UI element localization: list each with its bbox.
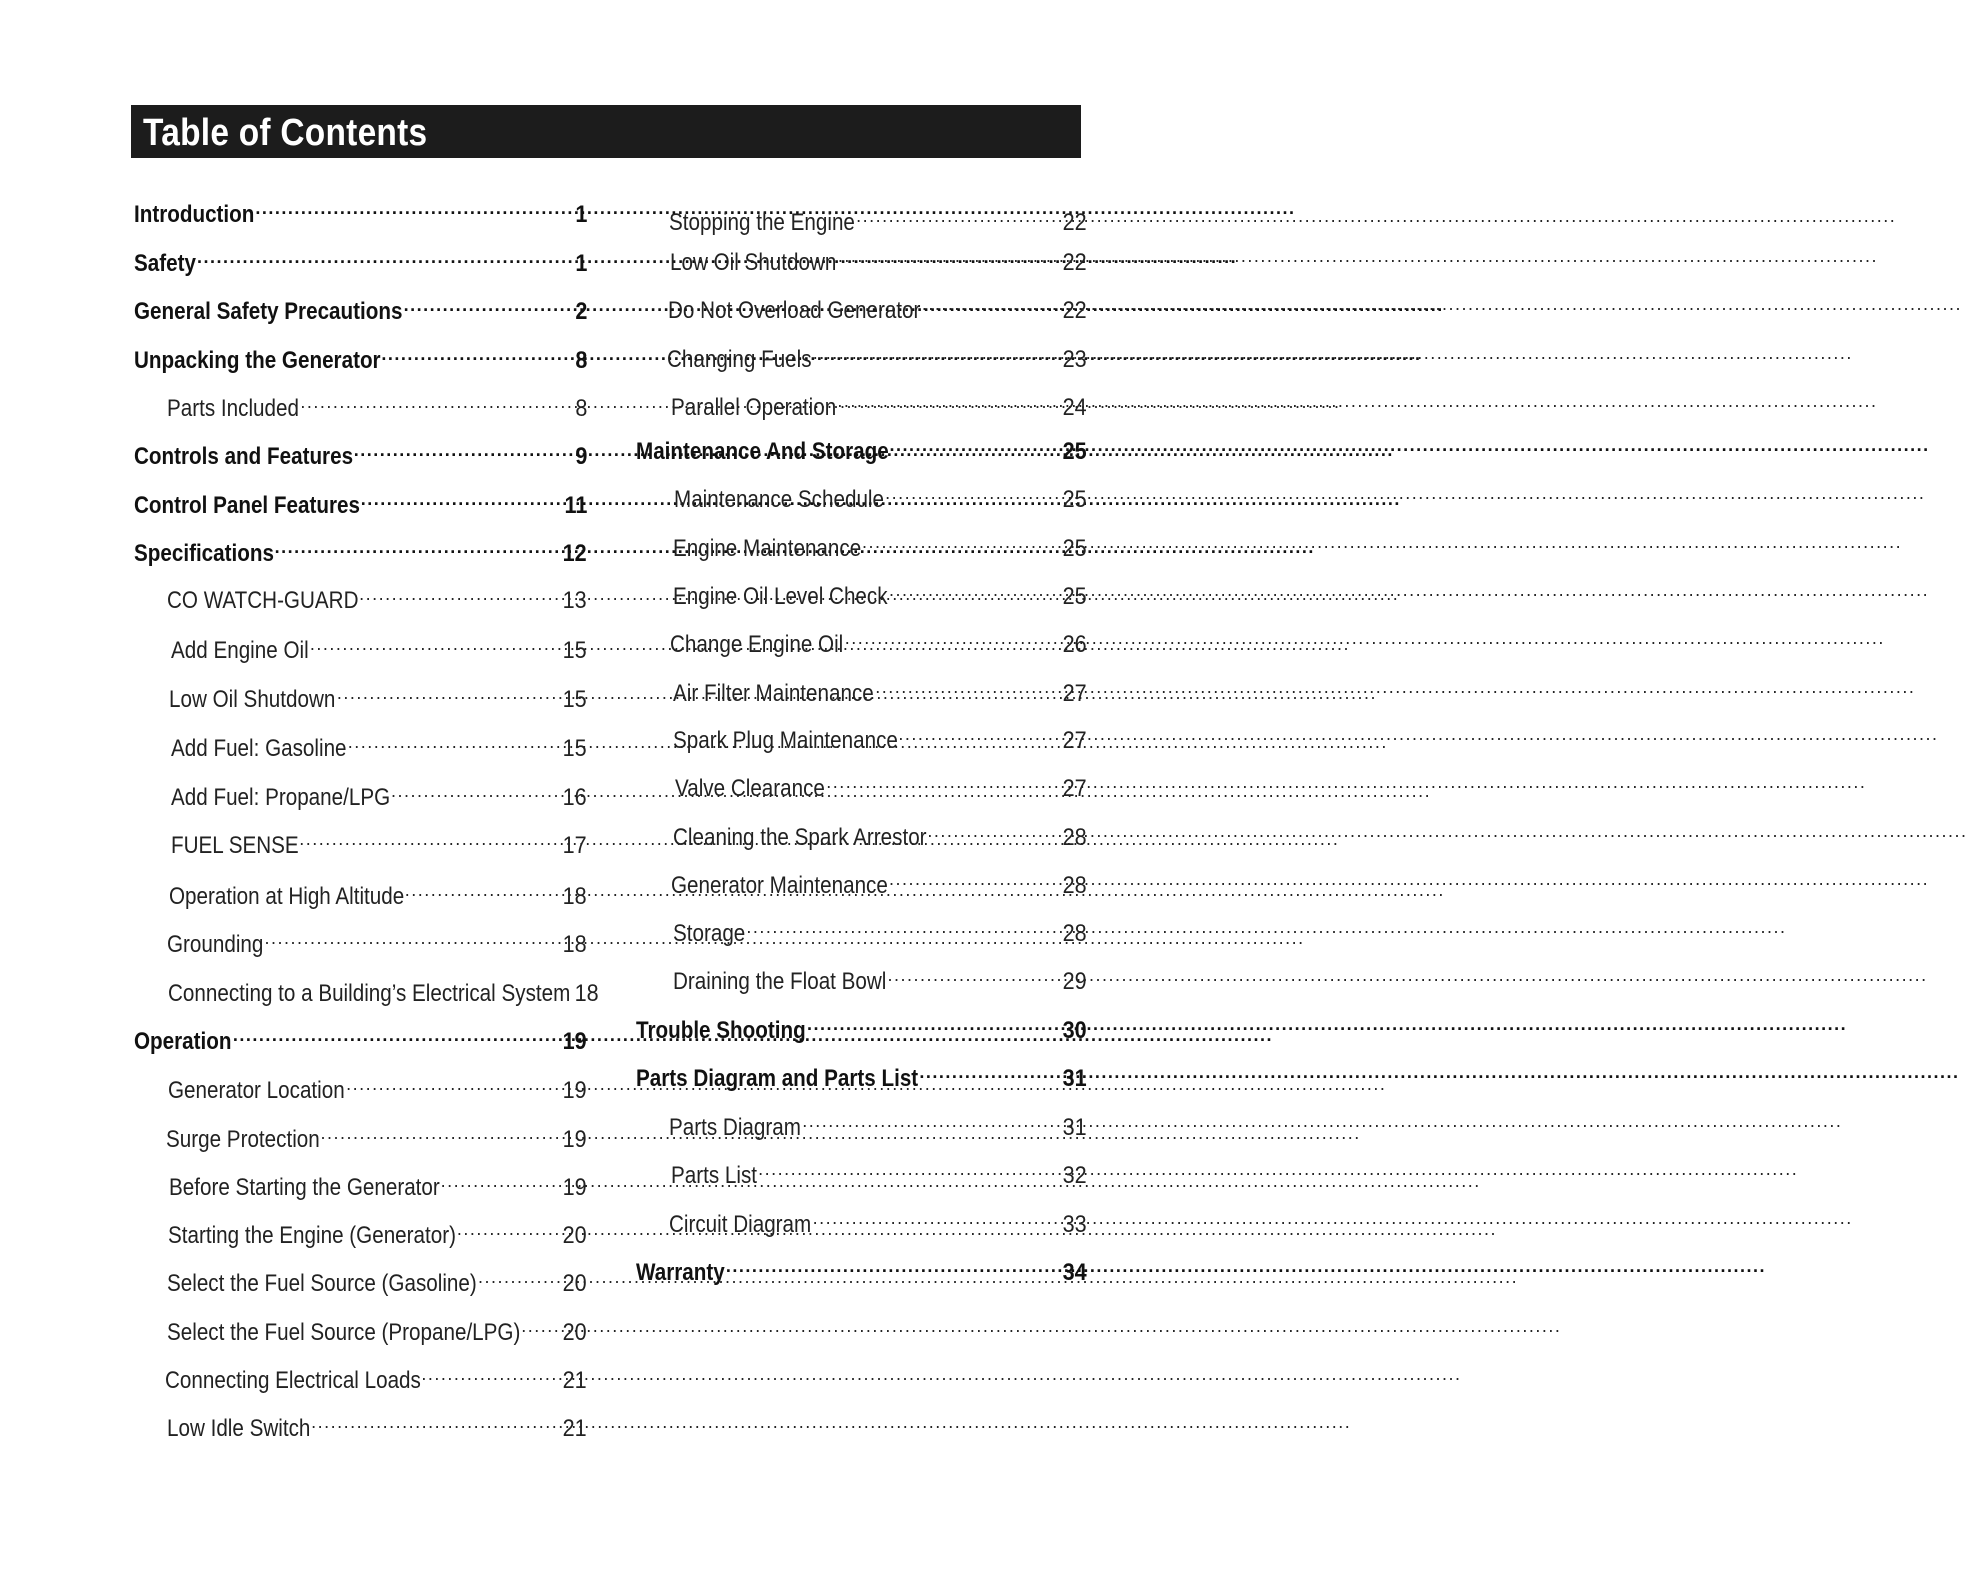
dot-leader — [275, 531, 560, 561]
toc-entry[interactable] — [671, 1153, 1087, 1189]
toc-entry[interactable] — [168, 1213, 587, 1249]
dot-leader — [311, 1406, 559, 1436]
toc-entry-page-number: 15 — [562, 637, 587, 664]
toc-entry-label: Spark Plug Maintenance — [673, 727, 898, 754]
toc-entry-page-number: 25 — [1062, 438, 1087, 465]
dot-leader — [862, 526, 1059, 556]
toc-entry[interactable] — [134, 241, 587, 277]
dot-leader — [813, 337, 1060, 367]
toc-entry-label: FUEL SENSE — [171, 832, 299, 859]
toc-entry-label: Add Fuel: Gasoline — [171, 735, 347, 762]
dot-leader — [404, 289, 573, 319]
toc-entry-label: Before Starting the Generator — [169, 1174, 440, 1201]
dot-leader — [927, 815, 1059, 845]
toc-entry[interactable] — [670, 240, 1087, 276]
toc-entry-page-number: 1 — [574, 250, 587, 277]
dot-leader — [898, 718, 1059, 748]
toc-entry-page-number: 21 — [562, 1415, 587, 1442]
dot-leader — [845, 622, 1060, 652]
toc-entry[interactable] — [671, 385, 1087, 421]
toc-entry-label: Changing Fuels — [667, 346, 812, 373]
toc-entry-label: Starting the Engine (Generator) — [168, 1222, 456, 1249]
dot-leader — [381, 338, 572, 368]
toc-entry-label: Control Panel Features — [134, 492, 360, 519]
toc-entry-page-number: 25 — [1062, 535, 1087, 562]
toc-entry-page-number: 9 — [574, 443, 587, 470]
dot-leader — [457, 1213, 559, 1243]
toc-entry-label: Circuit Diagram — [669, 1211, 812, 1238]
toc-entry-label: Storage — [673, 920, 746, 947]
toc-entry-label: Generator Location — [168, 1077, 345, 1104]
dot-leader — [802, 1105, 1059, 1135]
dot-leader — [837, 385, 1059, 415]
toc-entry[interactable] — [673, 815, 1087, 851]
toc-entry-page-number: 12 — [562, 540, 587, 567]
toc-entry[interactable] — [134, 1019, 587, 1055]
toc-entry-page-number: 25 — [1062, 583, 1087, 610]
dot-leader — [919, 1056, 1059, 1086]
dot-leader — [405, 874, 560, 904]
toc-entry-page-number: 19 — [562, 1126, 587, 1153]
toc-entry-label: Parts Diagram — [669, 1114, 801, 1141]
toc-entry-page-number: 17 — [562, 832, 587, 859]
toc-entry-label: Add Fuel: Propane/LPG — [171, 784, 391, 811]
toc-entry-label: Select the Fuel Source (Gasoline) — [167, 1270, 477, 1297]
dot-leader — [300, 386, 572, 416]
toc-entry-label: Stopping the Engine — [669, 209, 855, 236]
dot-leader — [348, 726, 560, 756]
toc-entry-page-number: 28 — [1062, 824, 1087, 851]
toc-entry[interactable] — [673, 574, 1087, 610]
dot-leader — [521, 1310, 559, 1340]
dot-leader — [885, 477, 1059, 507]
toc-entry-label: Do Not Overload Generator — [668, 297, 921, 324]
toc-entry-label: Add Engine Oil — [171, 637, 309, 664]
dot-leader — [838, 240, 1059, 270]
toc-entry[interactable] — [134, 338, 587, 374]
dot-leader — [807, 1008, 1059, 1038]
toc-entry-label: Parts Diagram and Parts List — [636, 1065, 919, 1092]
toc-entry-page-number: 25 — [1062, 486, 1087, 513]
toc-entry-label: Generator Maintenance — [671, 872, 888, 899]
dot-leader — [826, 766, 1059, 796]
toc-entry[interactable] — [171, 775, 587, 811]
toc-entry-label: General Safety Precautions — [134, 298, 403, 325]
toc-entry-page-number: 31 — [1062, 1114, 1087, 1141]
dot-leader — [255, 192, 572, 222]
toc-entry-page-number: 22 — [1062, 249, 1087, 276]
title-bar — [131, 105, 1081, 158]
toc-entry[interactable] — [134, 434, 587, 470]
toc-entry[interactable] — [636, 429, 1087, 465]
toc-entry-page-number: 16 — [562, 784, 587, 811]
toc-entry-label: Engine Oil Level Check — [673, 583, 888, 610]
dot-leader — [421, 1358, 559, 1388]
toc-entry[interactable] — [171, 726, 587, 762]
toc-entry-page-number: 34 — [1062, 1259, 1087, 1286]
toc-entry[interactable] — [134, 483, 587, 519]
toc-entry-label: CO WATCH-GUARD — [167, 587, 359, 614]
toc-entry[interactable] — [166, 1117, 587, 1153]
dot-leader — [758, 1153, 1059, 1183]
toc-entry[interactable] — [673, 959, 1087, 995]
toc-entry[interactable] — [171, 628, 587, 664]
dot-leader — [888, 959, 1060, 989]
toc-entry[interactable] — [668, 288, 1087, 324]
toc-entry-label: Unpacking the Generator — [134, 347, 381, 374]
toc-entry-page-number: 1 — [574, 201, 587, 228]
dot-leader — [441, 1165, 560, 1195]
toc-entry-label: Grounding — [167, 931, 264, 958]
toc-entry[interactable] — [167, 386, 587, 422]
toc-entry[interactable] — [671, 863, 1087, 899]
toc-entry[interactable] — [167, 1406, 587, 1442]
toc-entry-page-number: 19 — [562, 1077, 587, 1104]
dot-leader — [889, 863, 1059, 893]
toc-entry-label: Surge Protection — [166, 1126, 320, 1153]
toc-entry-label: Low Oil Shutdown — [670, 249, 837, 276]
toc-entry-page-number: 29 — [1062, 968, 1087, 995]
dot-leader — [321, 1117, 560, 1147]
toc-entry-page-number: 22 — [1062, 209, 1087, 236]
toc-entry[interactable] — [165, 1358, 587, 1394]
toc-entry[interactable] — [636, 1008, 1087, 1044]
dot-leader — [746, 911, 1059, 941]
dot-leader — [890, 429, 1060, 459]
toc-entry[interactable] — [667, 337, 1087, 373]
toc-entry-label: Parts Included — [167, 395, 299, 422]
dot-leader — [478, 1261, 559, 1291]
toc-entry-label: Operation at High Altitude — [169, 883, 405, 910]
toc-entry-page-number: 30 — [1062, 1017, 1087, 1044]
toc-entry-label: Draining the Float Bowl — [673, 968, 887, 995]
dot-leader — [359, 578, 559, 608]
toc-entry-label: Cleaning the Spark Arrestor — [673, 824, 927, 851]
toc-entry-page-number: 31 — [1062, 1065, 1087, 1092]
toc-entry[interactable] — [675, 766, 1087, 802]
toc-entry-label: Low Oil Shutdown — [169, 686, 336, 713]
dot-leader — [233, 1019, 559, 1049]
toc-entry[interactable] — [134, 192, 587, 228]
toc-entry-label: Connecting Electrical Loads — [165, 1367, 421, 1394]
toc-entry-label: Warranty — [636, 1259, 725, 1286]
toc-entry-label: Parallel Operation — [671, 394, 837, 421]
toc-entry-page-number: 19 — [562, 1174, 587, 1201]
dot-leader — [813, 1202, 1060, 1232]
toc-entry[interactable] — [673, 911, 1087, 947]
toc-entry-page-number: 15 — [562, 686, 587, 713]
dot-leader — [346, 1068, 559, 1098]
toc-entry-page-number: 33 — [1062, 1211, 1087, 1238]
dot-leader — [337, 677, 559, 707]
page-title: Table of Contents — [143, 112, 428, 154]
toc-entry[interactable] — [636, 1250, 1087, 1286]
dot-leader — [299, 823, 559, 853]
toc-entry[interactable] — [168, 1068, 587, 1104]
toc-entry[interactable] — [167, 578, 587, 614]
dot-leader — [391, 775, 559, 805]
toc-entry-page-number: 15 — [562, 735, 587, 762]
toc-entry-page-number: 28 — [1062, 872, 1087, 899]
dot-leader — [875, 671, 1059, 701]
toc-entry-label: Low Idle Switch — [167, 1415, 311, 1442]
toc-entry[interactable] — [171, 823, 587, 859]
toc-entry-label: Controls and Features — [134, 443, 354, 470]
dot-leader — [354, 434, 573, 464]
toc-entry-page-number: 27 — [1062, 775, 1087, 802]
toc-entry-page-number: 13 — [562, 587, 587, 614]
toc-entry[interactable] — [168, 971, 599, 1007]
dot-leader — [889, 574, 1059, 604]
toc-entry-page-number: 32 — [1062, 1162, 1087, 1189]
toc-entry[interactable] — [636, 1056, 1087, 1092]
toc-entry-label: Introduction — [134, 201, 255, 228]
toc-entry[interactable] — [134, 289, 587, 325]
toc-entry[interactable] — [169, 677, 587, 713]
toc-entry-label: Maintenance Schedule — [674, 486, 884, 513]
toc-entry-page-number: 11 — [564, 492, 587, 519]
toc-entry[interactable] — [669, 1202, 1087, 1238]
toc-entry-page-number: 24 — [1062, 394, 1087, 421]
toc-entry-page-number: 8 — [574, 347, 587, 374]
toc-entry-label: Valve Clearance — [675, 775, 825, 802]
toc-entry-label: Engine Maintenance — [673, 535, 862, 562]
toc-entry-page-number: 18 — [574, 980, 599, 1007]
toc-entry[interactable] — [673, 526, 1087, 562]
toc-entry-label: Specifications — [134, 540, 274, 567]
dot-leader — [197, 241, 573, 271]
dot-leader — [361, 483, 561, 513]
toc-entry-page-number: 27 — [1062, 727, 1087, 754]
toc-entry-label: Maintenance And Storage — [636, 438, 889, 465]
toc-entry[interactable] — [167, 1310, 587, 1346]
toc-entry-page-number: 20 — [562, 1222, 587, 1249]
toc-entry-label: Safety — [134, 250, 196, 277]
toc-entry-page-number: 27 — [1062, 680, 1087, 707]
toc-entry-label: Operation — [134, 1028, 232, 1055]
dot-leader — [310, 628, 559, 658]
toc-entry-page-number: 20 — [562, 1270, 587, 1297]
toc-entry-page-number: 18 — [562, 931, 587, 958]
toc-entry-page-number: 20 — [562, 1319, 587, 1346]
toc-entry-page-number: 21 — [562, 1367, 587, 1394]
toc-entry-label: Change Engine Oil — [670, 631, 844, 658]
dot-leader — [264, 922, 559, 952]
toc-entry-page-number: 26 — [1062, 631, 1087, 658]
toc-entry-label: Parts List — [671, 1162, 758, 1189]
toc-entry-page-number: 19 — [562, 1028, 587, 1055]
toc-entry[interactable] — [669, 1105, 1087, 1141]
toc-entry-label: Trouble Shooting — [636, 1017, 806, 1044]
toc-entry[interactable] — [134, 531, 587, 567]
toc-entry-page-number: 18 — [562, 883, 587, 910]
toc-entry-page-number: 22 — [1062, 297, 1087, 324]
toc-entry[interactable] — [167, 1261, 587, 1297]
toc-entry-label: Select the Fuel Source (Propane/LPG) — [167, 1319, 521, 1346]
toc-entry[interactable] — [169, 1165, 587, 1201]
toc-entry-page-number: 28 — [1062, 920, 1087, 947]
toc-entry-label: Connecting to a Building’s Electrical System — [168, 980, 571, 1007]
toc-entry[interactable] — [670, 622, 1087, 658]
dot-leader — [922, 288, 1059, 318]
toc-entry-page-number: 8 — [574, 395, 587, 422]
toc-entry[interactable] — [674, 477, 1087, 513]
dot-leader — [856, 200, 1059, 230]
toc-entry[interactable] — [673, 671, 1087, 707]
toc-entry[interactable] — [673, 718, 1087, 754]
toc-entry-page-number: 2 — [574, 298, 587, 325]
toc-entry[interactable] — [169, 874, 587, 910]
toc-entry[interactable] — [167, 922, 587, 958]
toc-entry-label: Air Filter Maintenance — [673, 680, 874, 707]
toc-entry[interactable] — [669, 200, 1087, 236]
toc-entry-page-number: 23 — [1062, 346, 1087, 373]
dot-leader — [726, 1250, 1059, 1280]
